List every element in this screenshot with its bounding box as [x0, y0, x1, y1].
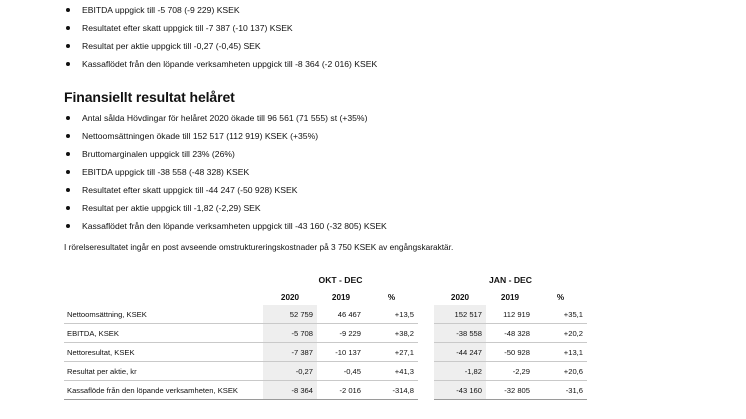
footnote-text: I rörelseresultatet ingår en post avseende omstruktureringskostnader på 3 750 KSEK av engångskaraktär.	[64, 242, 454, 252]
col-header-pct: %	[556, 292, 565, 302]
list-item: Kassaflödet från den löpande verksamheten uppgick till -8 364 (-2 016) KSEK	[64, 55, 377, 73]
list-item: Resultat per aktie uppgick till -0,27 (-0,45) SEK	[64, 37, 377, 55]
col-header-pct: %	[387, 292, 396, 302]
cell-q-pct: +38,2	[365, 324, 418, 343]
cell-y-pct: +20,2	[534, 324, 587, 343]
financial-table	[64, 270, 587, 400]
row-label: EBITDA, KSEK	[64, 324, 263, 343]
list-item: Kassaflödet från den löpande verksamheten uppgick till -43 160 (-32 805) KSEK	[64, 217, 387, 235]
cell-q-2020: -0,27	[263, 362, 317, 381]
cell-q-pct: +27,1	[365, 343, 418, 362]
col-header-2020: 2020	[280, 292, 300, 302]
cell-q-2019: -0,45	[317, 362, 365, 381]
table-year-header	[64, 289, 587, 305]
period-fy-header: JAN - DEC	[489, 274, 532, 285]
row-label: Nettoomsättning, KSEK	[64, 305, 263, 324]
list-item: Bruttomarginalen uppgick till 23% (26%)	[64, 145, 387, 163]
row-label: Nettoresultat, KSEK	[64, 343, 263, 362]
table-group-header	[64, 270, 587, 289]
col-header-2019: 2019	[500, 292, 520, 302]
list-item: EBITDA uppgick till -5 708 (-9 229) KSEK	[64, 1, 377, 19]
cell-q-2020: -5 708	[263, 324, 317, 343]
period-q4-header: OKT - DEC	[318, 274, 363, 285]
list-item: Antal sålda Hövdingar för helåret 2020 ökade till 96 561 (71 555) st (+35%)	[64, 109, 387, 127]
cell-q-pct: +13,5	[365, 305, 418, 324]
cell-y-pct: +13,1	[534, 343, 587, 362]
cell-y-pct: +35,1	[534, 305, 587, 324]
fy-bullet-list	[64, 109, 387, 235]
cell-q-2020: 52 759	[263, 305, 317, 324]
cell-y-2020: -1,82	[434, 362, 486, 381]
cell-y-2020: -43 160	[434, 381, 486, 400]
cell-q-pct: -314,8	[365, 381, 418, 400]
cell-y-2019: -50 928	[486, 343, 534, 362]
table-row	[64, 324, 587, 343]
cell-q-pct: +41,3	[365, 362, 418, 381]
cell-q-2019: -10 137	[317, 343, 365, 362]
row-label: Kassaflöde från den löpande verksamheten, KSEK	[64, 381, 263, 400]
q4-bullet-list	[64, 1, 377, 73]
cell-q-2019: -9 229	[317, 324, 365, 343]
cell-y-2019: -48 328	[486, 324, 534, 343]
table-row	[64, 343, 587, 362]
list-item: Resultatet efter skatt uppgick till -44 247 (-50 928) KSEK	[64, 181, 387, 199]
cell-q-2019: -2 016	[317, 381, 365, 400]
cell-y-2019: 112 919	[486, 305, 534, 324]
table-row	[64, 381, 587, 400]
col-header-2020: 2020	[450, 292, 470, 302]
cell-y-2019: -32 805	[486, 381, 534, 400]
cell-y-pct: +20,6	[534, 362, 587, 381]
table-row	[64, 305, 587, 324]
list-item: Resultatet efter skatt uppgick till -7 387 (-10 137) KSEK	[64, 19, 377, 37]
col-header-2019: 2019	[331, 292, 351, 302]
cell-y-pct: -31,6	[534, 381, 587, 400]
list-item: Nettoomsättningen ökade till 152 517 (112 919) KSEK (+35%)	[64, 127, 387, 145]
cell-q-2019: 46 467	[317, 305, 365, 324]
cell-y-2020: 152 517	[434, 305, 486, 324]
cell-y-2020: -44 247	[434, 343, 486, 362]
cell-q-2020: -8 364	[263, 381, 317, 400]
cell-y-2019: -2,29	[486, 362, 534, 381]
section-heading: Finansiellt resultat helåret	[64, 89, 235, 105]
cell-y-2020: -38 558	[434, 324, 486, 343]
list-item: Resultat per aktie uppgick till -1,82 (-2,29) SEK	[64, 199, 387, 217]
table-row	[64, 362, 587, 381]
cell-q-2020: -7 387	[263, 343, 317, 362]
list-item: EBITDA uppgick till -38 558 (-48 328) KSEK	[64, 163, 387, 181]
row-label: Resultat per aktie, kr	[64, 362, 263, 381]
